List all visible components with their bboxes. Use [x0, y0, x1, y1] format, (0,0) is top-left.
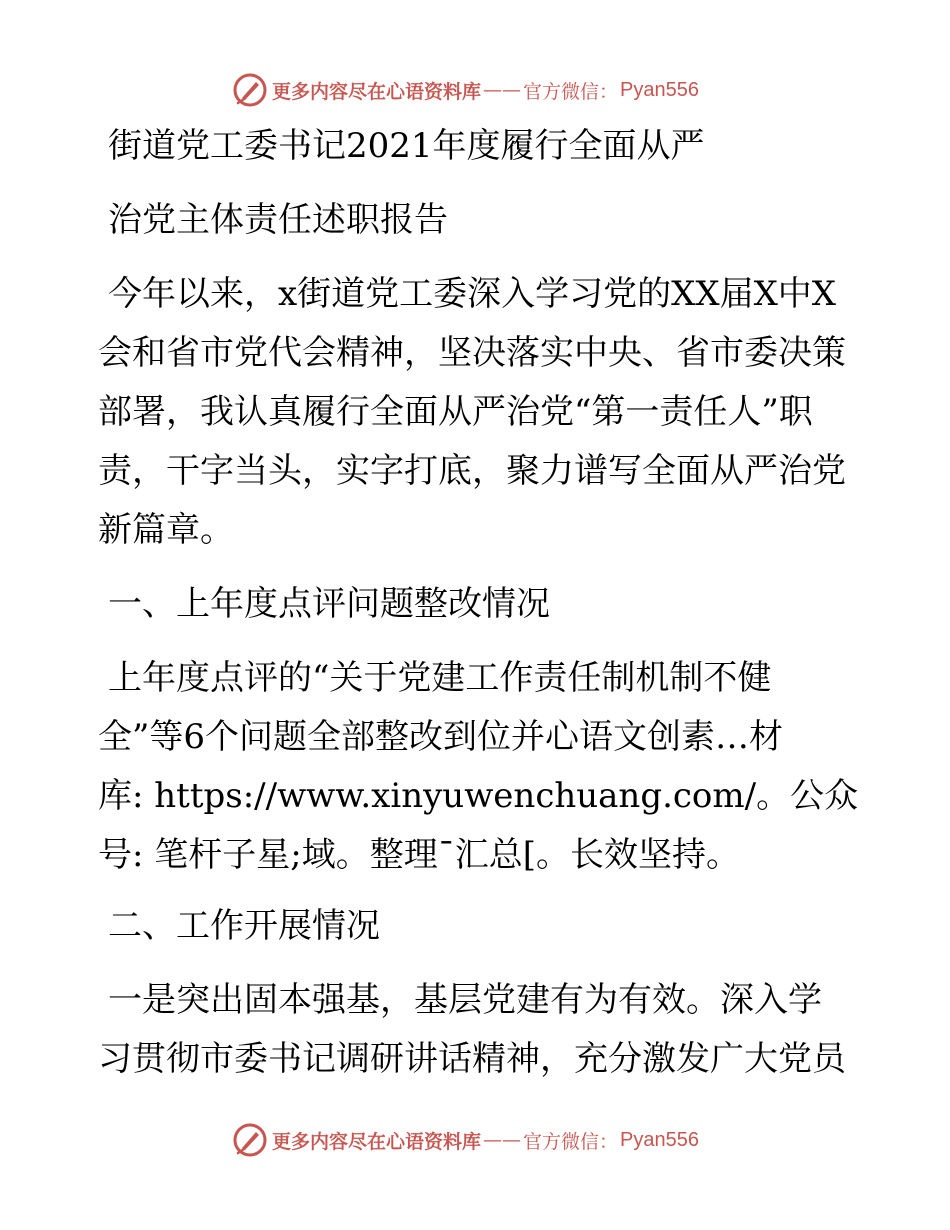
section-2-paragraph-line: 一是突出固本强基，基层党建有为有效。深入学: [108, 980, 822, 1020]
watermark-handle: Pyan556: [620, 78, 699, 101]
watermark-brand: 更多内容尽在心语资料库: [272, 80, 482, 103]
watermark-separator: ——: [483, 79, 522, 101]
watermark-footer: [232, 1120, 699, 1160]
intro-paragraph-line: 今年以来，x街道党工委深入学习党的XX届X中X: [108, 274, 836, 314]
section-2-heading: 二、工作开展情况: [108, 906, 380, 946]
document-title-line-1: 街道党工委书记2021年度履行全面从严: [108, 126, 705, 166]
quill-pen-logo-icon: [232, 72, 268, 108]
watermark-handle: Pyan556: [620, 1128, 699, 1151]
watermark-brand: 更多内容尽在心语资料库: [272, 1130, 482, 1153]
watermark-wechat-label: 官方微信：: [523, 80, 619, 103]
quill-pen-logo-icon: [232, 1122, 268, 1158]
intro-paragraph-line: 部署，我认真履行全面从严治党“第一责任人”职: [98, 392, 813, 432]
watermark-header: [232, 70, 699, 110]
section-1-paragraph-line: 全”等6个问题全部整改到位并心语文创素…材: [98, 717, 784, 757]
section-1-paragraph-line: 上年度点评的“关于党建工作责任制机制不健: [108, 658, 772, 698]
intro-paragraph-line: 责，干字当头，实字打底，聚力谱写全面从严治党: [98, 451, 846, 491]
watermark-wechat-label: 官方微信：: [523, 1130, 619, 1153]
section-1-paragraph-line: 号: 笔杆子星;域。整理¯汇总[。长效坚持。: [98, 835, 740, 875]
section-1-paragraph-line: 库: https://www.xinyuwenchuang.com/。公众: [98, 776, 859, 816]
document-title-line-2: 治党主体责任述职报告: [108, 200, 448, 240]
section-1-heading: 一、上年度点评问题整改情况: [108, 584, 550, 624]
intro-paragraph-line: 会和省市党代会精神，坚决落实中央、省市委决策: [98, 333, 846, 373]
section-2-paragraph-line: 习贯彻市委书记调研讲话精神，充分激发广大党员: [98, 1039, 846, 1079]
intro-paragraph-line: 新篇章。: [98, 510, 234, 550]
watermark-separator: ——: [483, 1129, 522, 1151]
